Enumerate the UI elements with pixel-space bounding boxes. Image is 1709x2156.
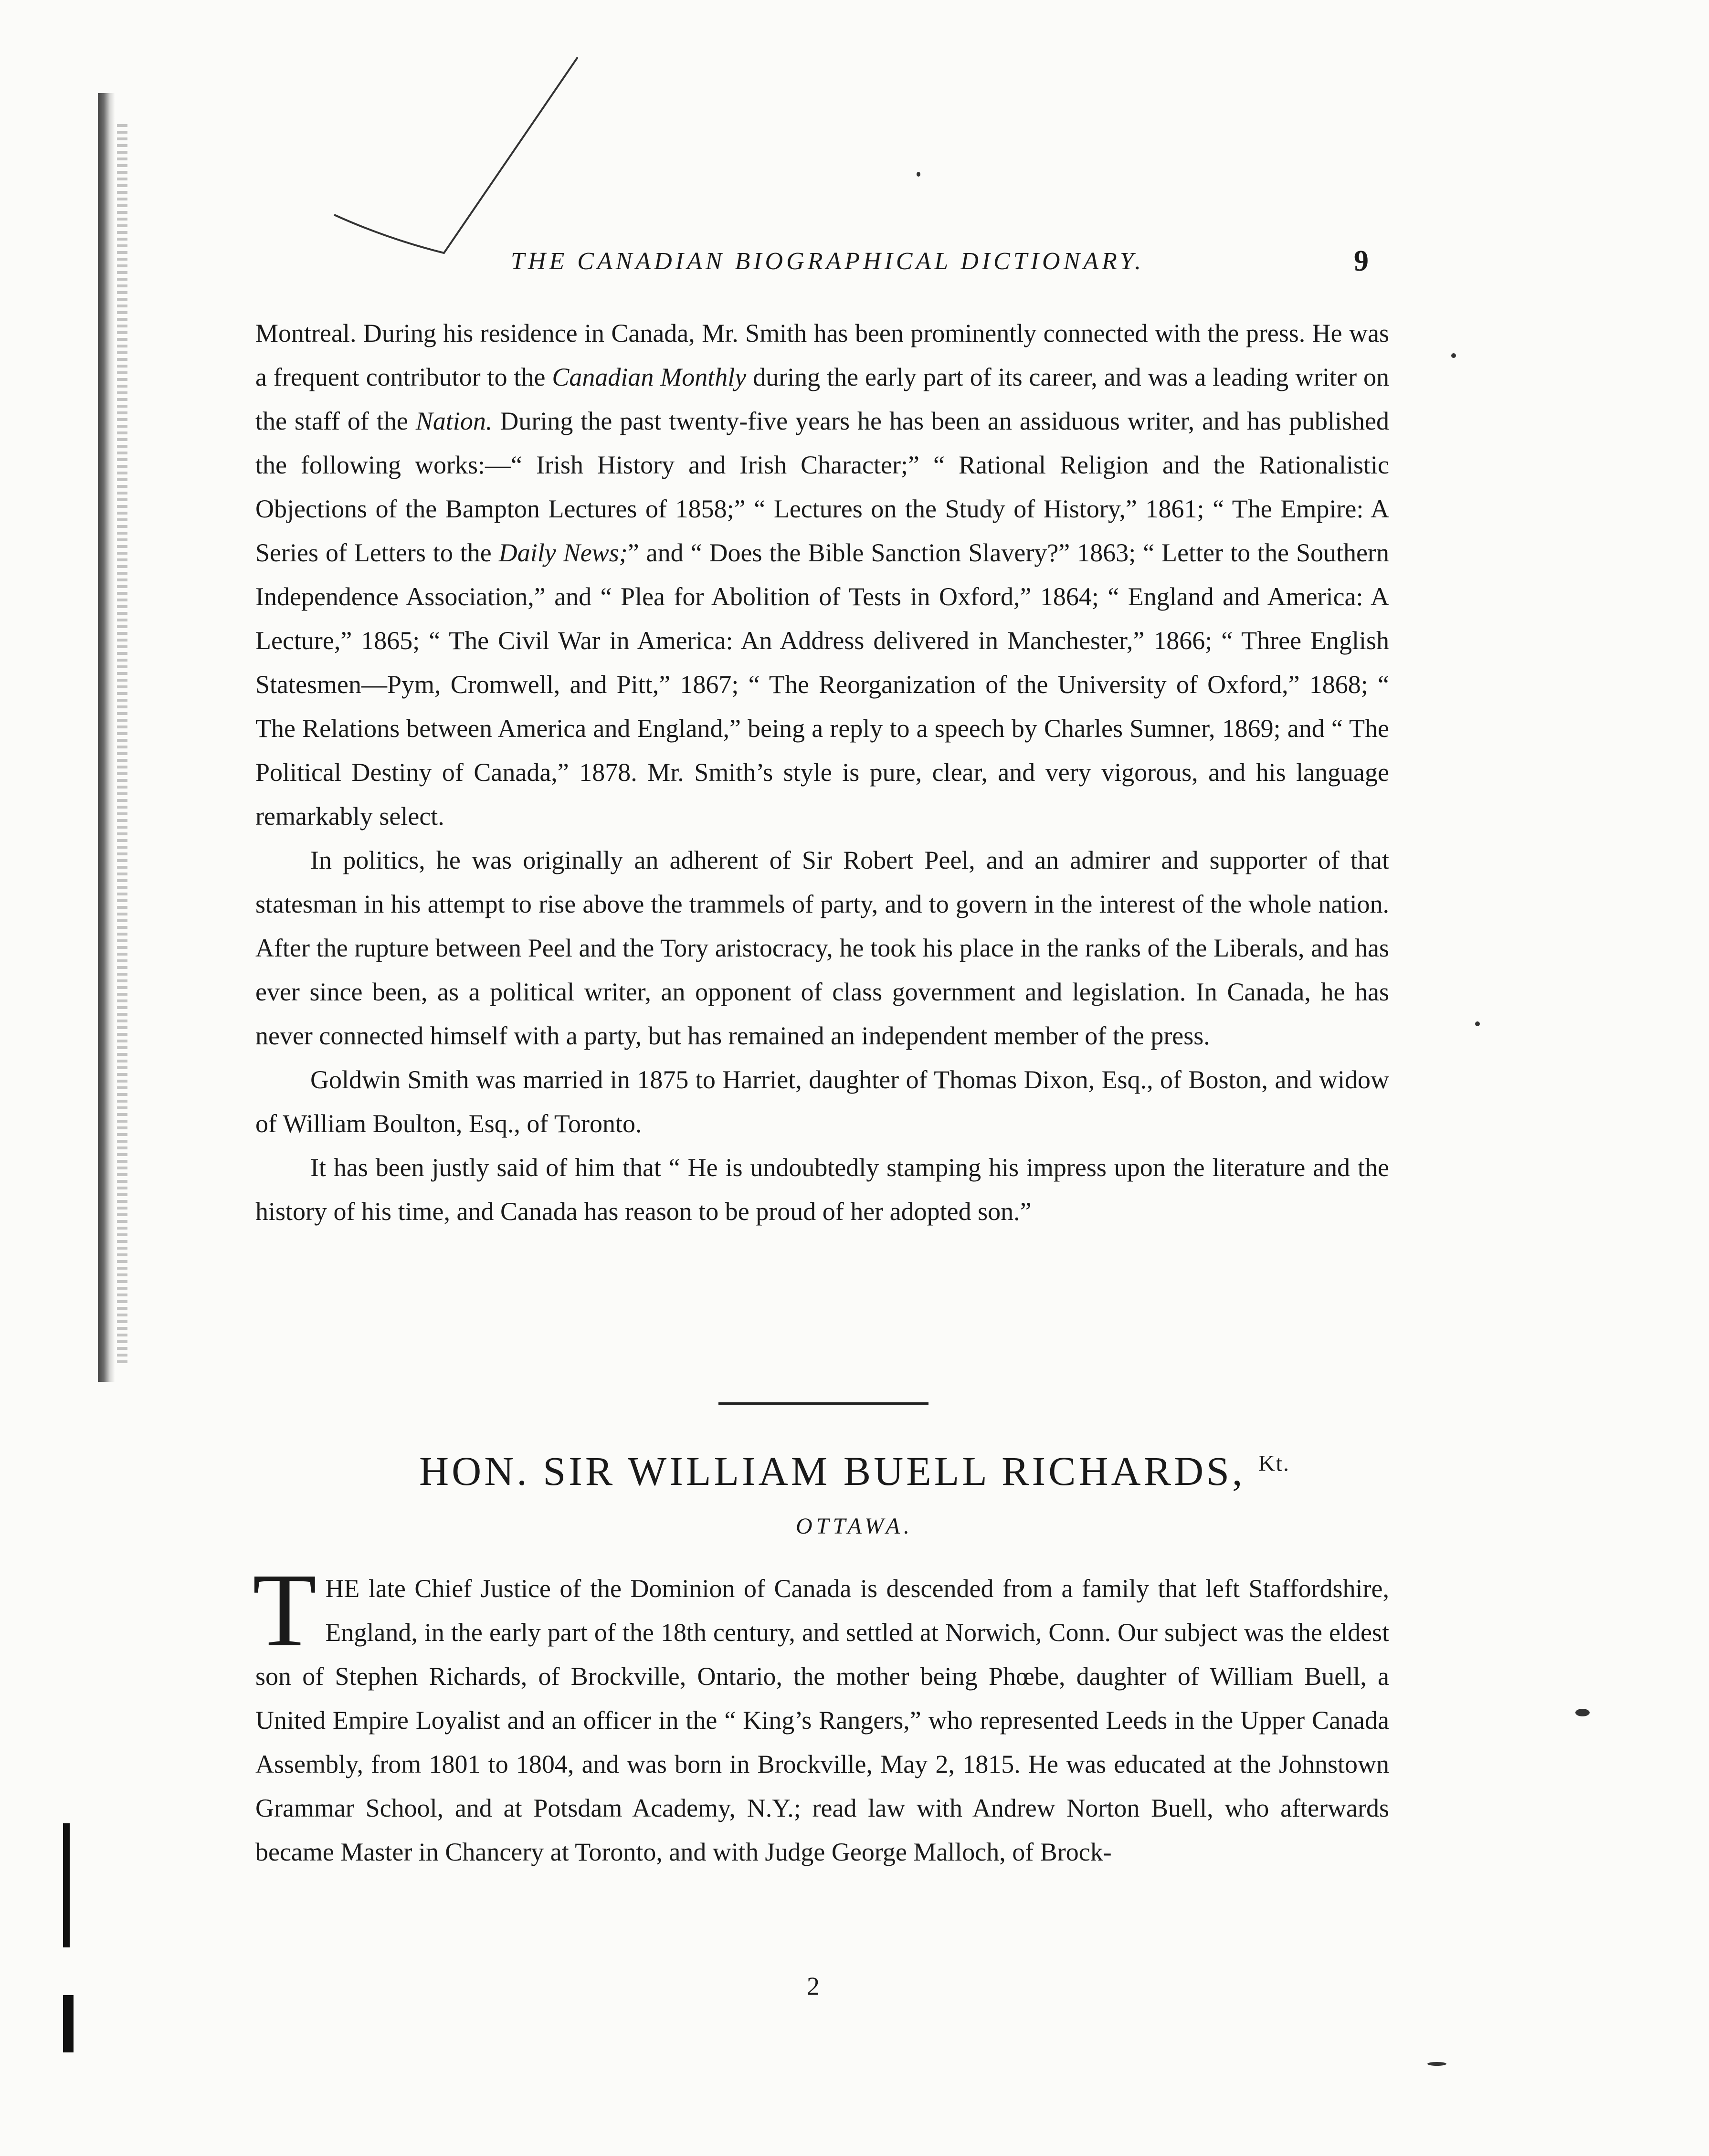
scan-noise-strip bbox=[117, 124, 127, 1365]
text-run: during the early part of its career, and was a leading writer on the staff of the bbox=[255, 363, 1389, 435]
pencil-check-mark bbox=[329, 53, 597, 263]
binding-mark bbox=[63, 1823, 70, 1947]
entry-body bbox=[253, 1552, 1389, 1874]
speck bbox=[1475, 1021, 1480, 1026]
entry-text: HE late Chief Justice of the Dominion of Canada is descended from a family that left Staffordshire, England, in the early part of the 18th century, and settled at Norwich, Conn. Our subject was the eldest son of Stephen Richards, of Brockville, Ontario, the mother being Phœbe, daughter of William Buell, a United Empire Loyalist and an officer in the “ King’s Rangers,” who represented Leeds in the Upper Canada Assembly, from 1801 to 1804, and was born in Brockville, May 2, 1815. He was educated at the Johnstown Grammar School, and at Potsdam Academy, N.Y.; read law with Andrew Norton Buell, who afterwards became Master in Chancery at Toronto, and with Judge George Malloch, of Brock- bbox=[255, 1574, 1389, 1866]
text-run: ” and “ Does the Bible Sanction Slavery?” 1863; “ Letter to the Southern Independence Association,” and “ Plea for Abolition of Tests in Oxford,” 1864; “ England and America: A Lecture,” 1865; “ The Civil War in America: An Address delivered in Manchester,” 1866; “ Three English Statesmen—Pym, Cromwell, and Pitt,” 1867; “ The Reorganization of the University of Oxford,” 1868; “ The Relations between America and England,” being a reply to a speech by Charles Sumner, 1869; and “ The Political Destiny of Canada,” 1878. Mr. Smith’s style is pure, clear, and very vigorous, and his language remarkably select. bbox=[255, 538, 1389, 831]
paragraph: Goldwin Smith was married in 1875 to Harriet, daughter of Thomas Dixon, Esq., of Boston, and widow of William Boulton, Esq., of Toronto. bbox=[255, 1065, 1389, 1138]
text-run: Montreal. During his residence in Canada, Mr. Smith has been prominently connected with the press. He was a frequent contributor to the bbox=[255, 319, 1389, 391]
running-title: THE CANADIAN BIOGRAPHICAL DICTIONARY. bbox=[511, 248, 1144, 275]
drop-cap: T bbox=[253, 1552, 317, 1668]
entry-honorific: Kt. bbox=[1258, 1451, 1290, 1476]
text-run: During the past twenty-five years he has been an assiduous writer, and has published the following works:—“ Irish History and Irish Character;” “ Rational Religion and the Rationalistic Objections of the Bampton Lectures of 1858;” “ Lectures on the Study of History,” 1861; “ The Empire: A Series of Letters to the bbox=[255, 407, 1390, 567]
entry-heading bbox=[0, 1447, 1709, 1495]
entry-location: OTTAWA. bbox=[796, 1514, 913, 1539]
scan-shadow-edge bbox=[98, 93, 115, 1382]
signature-mark: 2 bbox=[807, 1972, 820, 2000]
paragraph bbox=[255, 311, 1389, 838]
speck bbox=[917, 172, 920, 177]
paragraph: It has been justly said of him that “ He is undoubtedly stamping his impress upon the literature and the history of his time, and Canada has reason to be proud of her adopted son.” bbox=[255, 1153, 1389, 1226]
page-number: 9 bbox=[1354, 245, 1369, 277]
entry-name: HON. SIR WILLIAM BUELL RICHARDS, bbox=[419, 1448, 1245, 1494]
previous-entry-continuation bbox=[255, 311, 1389, 1233]
periodical-title: Nation. bbox=[415, 407, 493, 435]
speck bbox=[1451, 353, 1456, 358]
periodical-title: Daily News; bbox=[498, 538, 628, 567]
speck bbox=[1427, 2062, 1446, 2066]
section-divider bbox=[718, 1402, 928, 1405]
paragraph: In politics, he was originally an adherent of Sir Robert Peel, and an admirer and supporter of that statesman in his attempt to rise above the trammels of party, and to govern in the interest of the whole nation. After the rupture between Peel and the Tory aristocracy, he took his place in the ranks of the Liberals, and has ever since been, as a political writer, an opponent of class government and legislation. In Canada, he has never connected himself with a party, but has remained an independent member of the press. bbox=[255, 846, 1389, 1050]
periodical-title: Canadian Monthly bbox=[552, 363, 747, 391]
binding-mark bbox=[63, 1995, 74, 2052]
speck bbox=[1575, 1709, 1590, 1716]
